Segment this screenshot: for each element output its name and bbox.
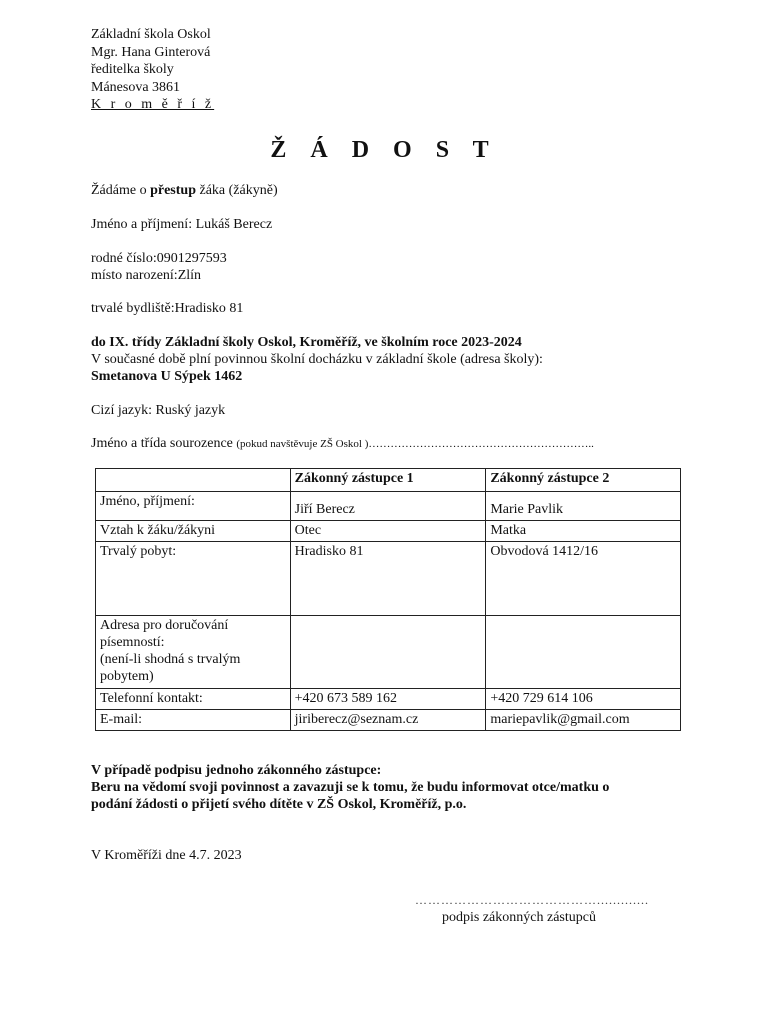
row-label-line: pobytem) [100, 669, 154, 684]
row-label [96, 616, 291, 689]
row-label: Vztah k žáku/žákyni [96, 521, 291, 542]
address-city: K r o m ě ř í ž [91, 97, 215, 112]
student-name-label: Jméno a příjmení: [91, 217, 193, 232]
language-label: Cizí jazyk: [91, 403, 153, 418]
target-school-line: do IX. třídy Základní školy Oskol, Kroměříž, ve školním roce 2023-2024 [91, 335, 522, 350]
rep1-value: Hradisko 81 [290, 542, 486, 616]
table-row [96, 710, 681, 731]
rep1-value: +420 673 589 162 [290, 689, 486, 710]
birth-number-label: rodné číslo: [91, 251, 157, 266]
residence-label: trvalé bydliště: [91, 301, 175, 316]
row-label-line: Adresa pro doručování [100, 618, 229, 633]
current-school-value: Smetanova U Sýpek 1462 [91, 369, 243, 384]
request-pre: Žádáme o [91, 183, 151, 198]
residence-line [91, 300, 243, 317]
school-address-block [91, 26, 214, 114]
row-label-line: (není-li shodná s trvalým [100, 652, 241, 667]
rep2-value: Marie Pavlik [486, 492, 681, 521]
birth-number-line [91, 250, 227, 267]
table-row [96, 492, 681, 521]
table-row [96, 521, 681, 542]
rep2-value: +420 729 614 106 [486, 689, 681, 710]
sibling-dots: …………………………………………………….. [368, 438, 594, 450]
table-header-row [96, 469, 681, 492]
rep1-value: jiriberecz@seznam.cz [290, 710, 486, 731]
rep1-value [290, 616, 486, 689]
table-header-cell: Zákonný zástupce 1 [290, 469, 486, 492]
request-line [91, 182, 278, 199]
address-school-name: Základní škola Oskol [91, 27, 211, 42]
row-label: E-mail: [96, 710, 291, 731]
rep2-value: Obvodová 1412/16 [486, 542, 681, 616]
signature-line: ……………………………………............. [415, 893, 649, 907]
rep2-value: mariepavlik@gmail.com [486, 710, 681, 731]
birth-number-value: 0901297593 [156, 251, 227, 266]
consent-line-2: podání žádosti o přijetí svého dítěte v ZŠ Oskol, Kroměříž, p.o. [91, 797, 467, 812]
consent-heading: V případě podpisu jednoho zákonného zástupce: [91, 763, 382, 778]
table-row [96, 542, 681, 616]
guardians-table [95, 468, 681, 731]
table-header-cell: Zákonný zástupce 2 [486, 469, 681, 492]
sibling-label: Jméno a třída sourozence [91, 436, 237, 451]
rep2-value: Matka [486, 521, 681, 542]
rep2-value [486, 616, 681, 689]
consent-line-1: Beru na vědomí svoji povinnost a zavazuji se k tomu, že budu informovat otce/matku o [91, 780, 610, 795]
request-keyword: přestup [150, 183, 196, 198]
sibling-line [91, 435, 594, 453]
address-director-name: Mgr. Hana Ginterová [91, 44, 211, 60]
request-post: žáka (žákyně) [196, 183, 278, 198]
row-label: Telefonní kontakt: [96, 689, 291, 710]
current-school-line: V současné době plní povinnou školní docházku v základní škole (adresa školy): [91, 352, 543, 367]
table-header-cell [96, 469, 291, 492]
student-name-line [91, 216, 272, 233]
student-name-value: Lukáš Berecz [195, 217, 273, 232]
birthplace-label: místo narození: [91, 268, 178, 283]
date-line: V Kroměříži dne 4.7. 2023 [91, 848, 242, 863]
birthplace-line [91, 267, 201, 284]
residence-value: Hradisko 81 [174, 301, 244, 316]
rep1-value: Otec [290, 521, 486, 542]
address-street: Mánesova 3861 [91, 79, 181, 95]
rep1-value: Jiří Berecz [290, 492, 486, 521]
row-label: Jméno, příjmení: [96, 492, 291, 521]
document-title: Ž Á D O S T [270, 137, 498, 163]
language-line [91, 402, 225, 419]
language-value: Ruský jazyk [155, 403, 226, 418]
address-director-title: ředitelka školy [91, 62, 174, 77]
sibling-note: (pokud navštěvuje ZŠ Oskol ) [236, 438, 369, 450]
birthplace-value: Zlín [177, 268, 202, 283]
table-row [96, 616, 681, 689]
row-label: Trvalý pobyt: [96, 542, 291, 616]
row-label-line: písemností: [100, 635, 165, 650]
table-row [96, 689, 681, 710]
signature-label: podpis zákonných zástupců [442, 910, 596, 925]
